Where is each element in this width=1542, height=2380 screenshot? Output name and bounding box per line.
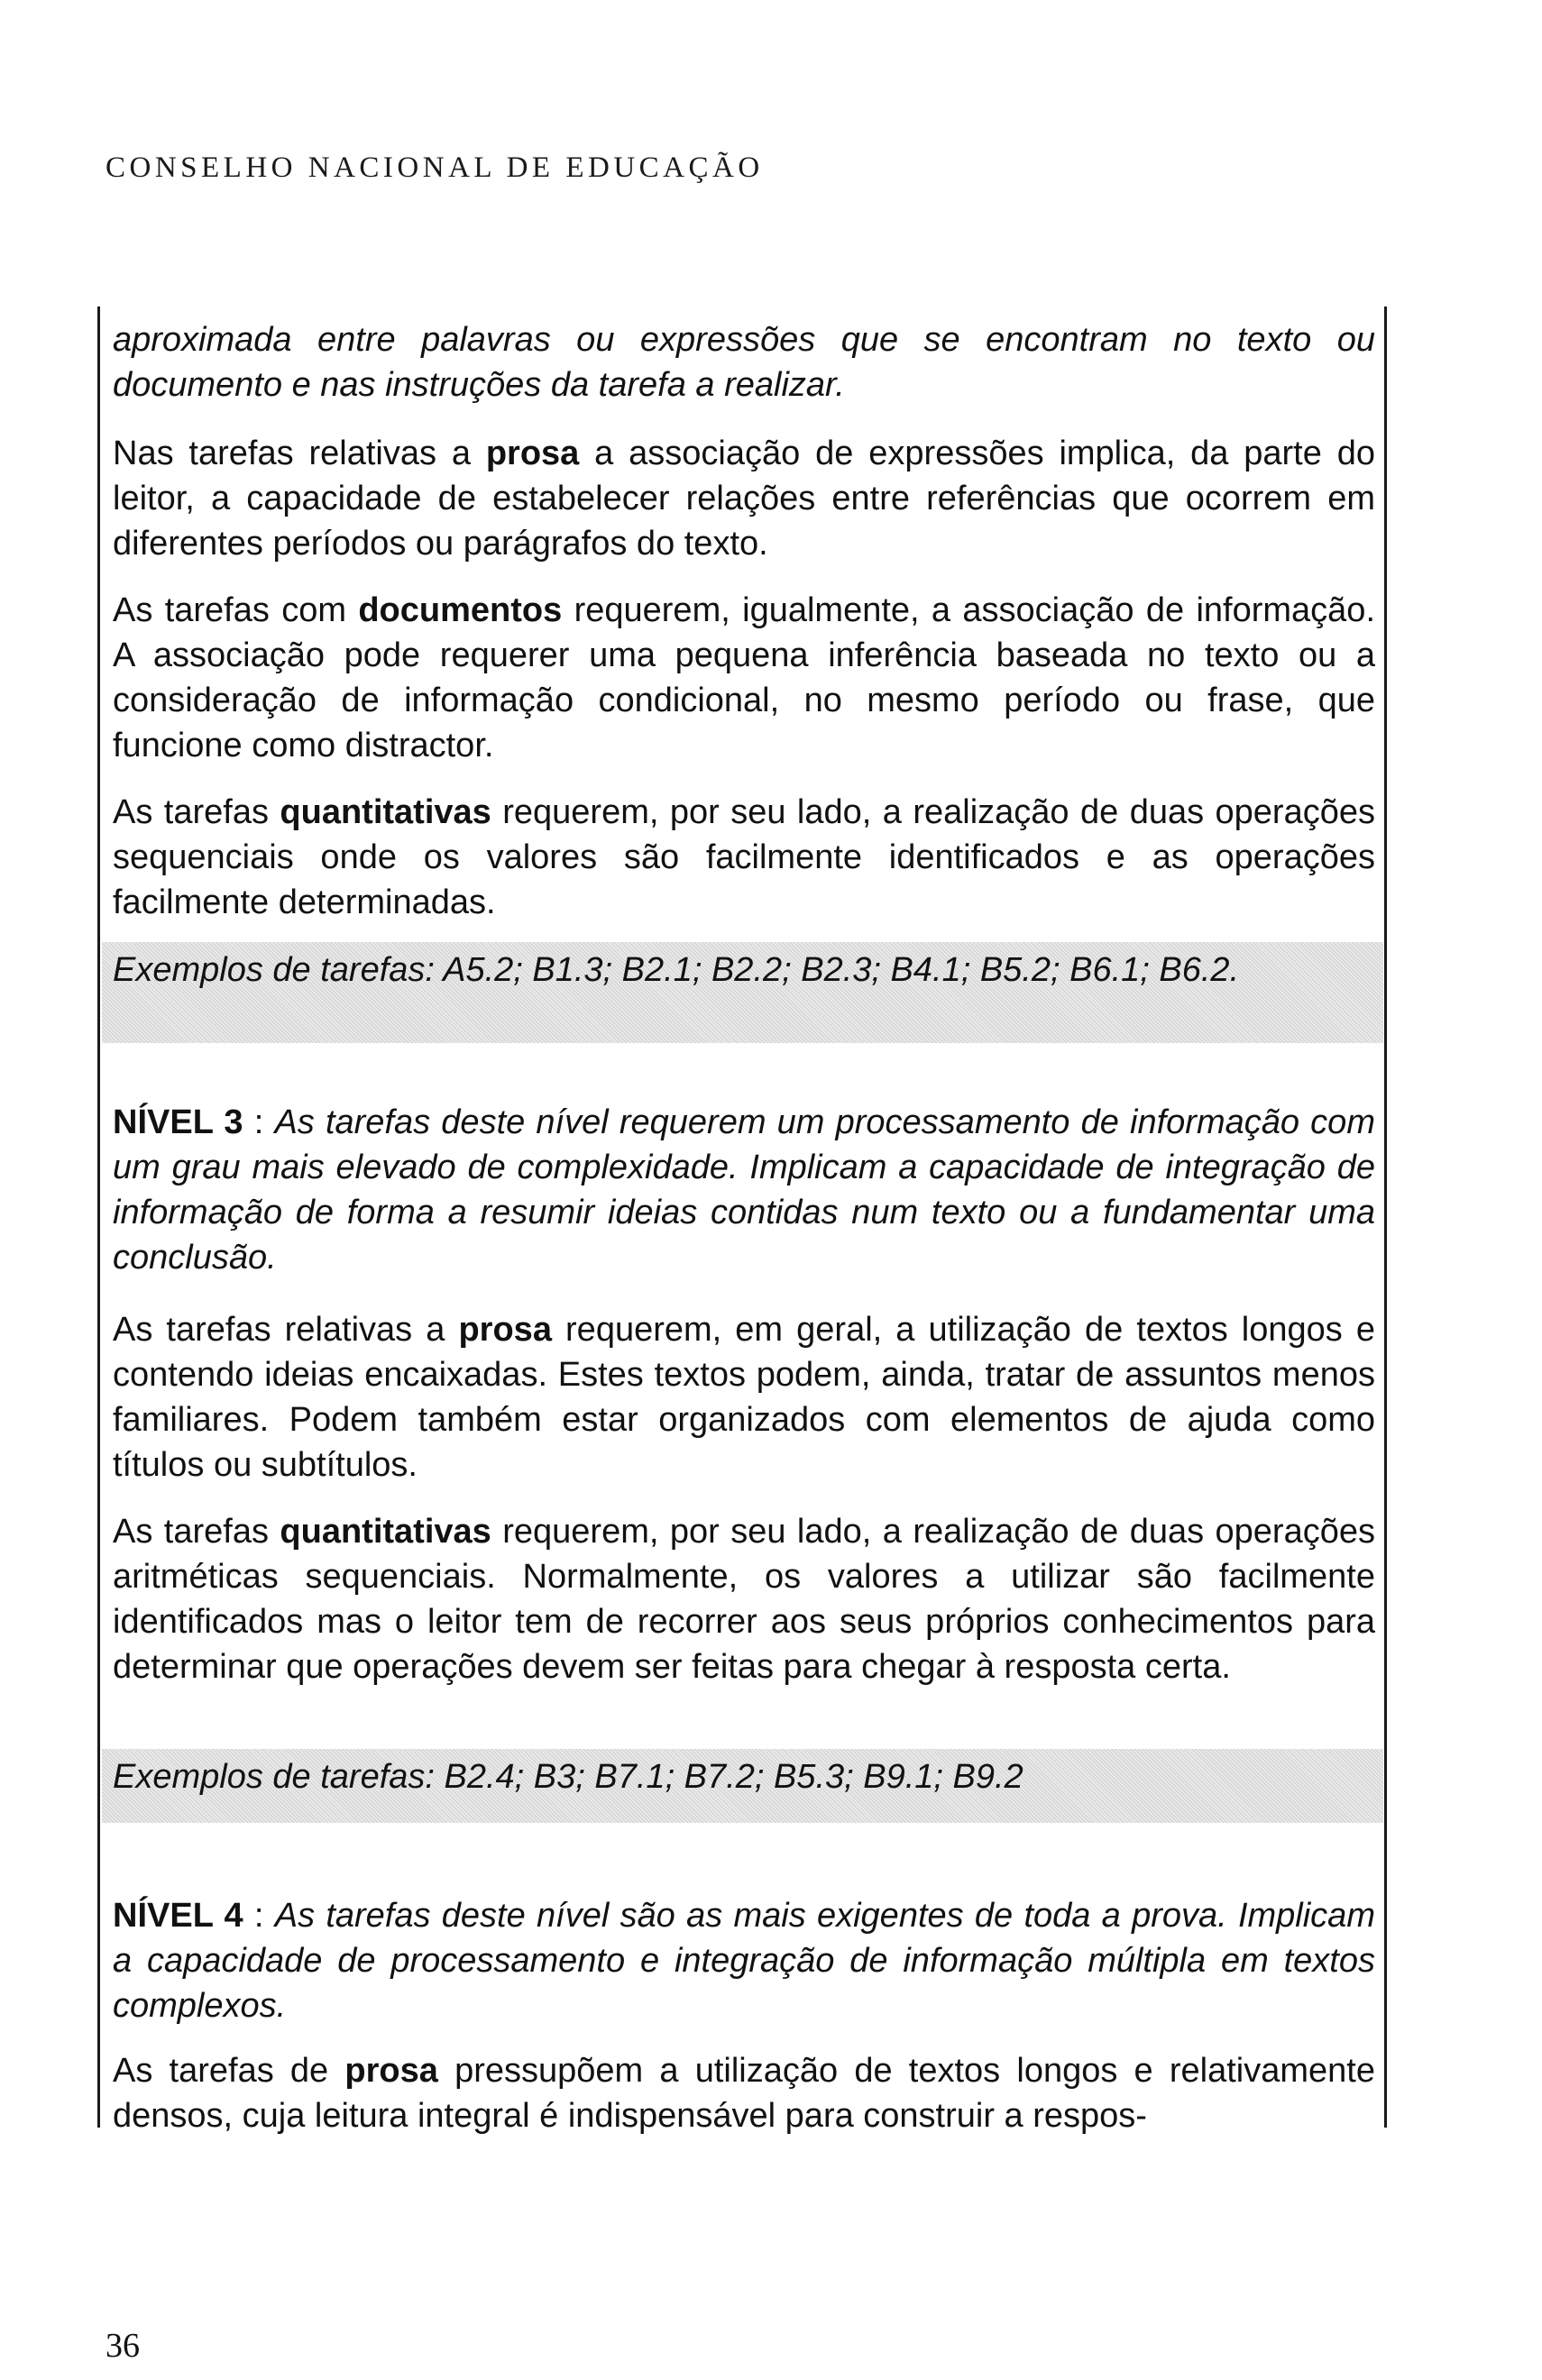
text-span: As tarefas xyxy=(113,1513,280,1551)
level-label: NÍVEL 3 xyxy=(113,1103,243,1141)
bold-term: quantitativas xyxy=(280,1513,491,1551)
text-span: requerem, por seu lado, a realização de duas operações sequenciais onde os valores são facilmente identificados e as operações facilmente determinadas. xyxy=(113,793,1375,921)
text-span: As tarefas com xyxy=(113,591,359,629)
text-span: As tarefas de xyxy=(113,2052,345,2090)
paragraph-prosa-level4 xyxy=(113,2048,1375,2138)
bold-term: quantitativas xyxy=(280,793,491,831)
level-label: NÍVEL 4 xyxy=(113,1897,243,1935)
text-span: requerem, em geral, a utilização de textos longos e contendo ideias encaixadas. Estes textos podem, ainda, tratar de assuntos menos familiares. Podem também estar organizados com elementos de ajuda como títulos ou subtítulos. xyxy=(113,1311,1375,1484)
text-span: pressupõem a utilização de textos longos e relativamente densos, cuja leitura integral é indispensável para construir a respos- xyxy=(113,2052,1375,2135)
paragraph-prosa-level3 xyxy=(113,1307,1375,1488)
level-description: As tarefas deste nível são as mais exigentes de toda a prova. Implicam a capacidade de processamento e integração de informação múltipla em textos complexos. xyxy=(113,1897,1375,2025)
paragraph-documentos-level2 xyxy=(113,588,1375,768)
text-span: As tarefas xyxy=(113,793,280,831)
text-span: Nas tarefas relativas a xyxy=(113,435,486,472)
examples-box-level3: Exemplos de tarefas: B2.4; B3; B7.1; B7.2; B5.3; B9.1; B9.2 xyxy=(102,1749,1383,1823)
bold-term: prosa xyxy=(344,2052,438,2090)
bold-term: prosa xyxy=(458,1311,552,1349)
paragraph-quantitativas-level2 xyxy=(113,790,1375,925)
paragraph-prosa-level2 xyxy=(113,431,1375,566)
text-span: requerem, igualmente, a associação de informação. A associação pode requerer uma pequena inferência baseada no texto ou a consideração de informação condicional, no mesmo período ou frase, que funcione como distractor. xyxy=(113,591,1375,764)
paragraph-quantitativas-level3 xyxy=(113,1509,1375,1689)
running-header: CONSELHO NACIONAL DE EDUCAÇÃO xyxy=(106,151,764,184)
paragraph-intro: aproximada entre palavras ou expressões que se encontram no texto ou documento e nas instruções da tarefa a realizar. xyxy=(113,321,1375,404)
paragraph-level4 xyxy=(113,1893,1375,2028)
text-box xyxy=(97,307,1387,2135)
text-span: : xyxy=(243,1897,275,1935)
examples-box-level2: Exemplos de tarefas: A5.2; B1.3; B2.1; B2.2; B2.3; B4.1; B5.2; B6.1; B6.2. xyxy=(102,942,1383,1043)
page-number: 36 xyxy=(106,2327,140,2365)
text-span: : xyxy=(243,1103,275,1141)
paragraph-level3 xyxy=(113,1100,1375,1280)
bold-term: documentos xyxy=(358,591,563,629)
level-description: As tarefas deste nível requerem um processamento de informação com um grau mais elevado de complexidade. Implicam a capacidade de integração de informação de forma a resumir ideias contidas num texto ou a fundamentar uma conclusão. xyxy=(113,1103,1375,1277)
bold-term: prosa xyxy=(485,435,580,472)
text-span: As tarefas relativas a xyxy=(113,1311,459,1349)
text-span: requerem, por seu lado, a realização de duas operações aritméticas sequenciais. Normalmente, os valores a utilizar são facilmente identificados mas o leitor tem de recorrer aos seus próprios conhecimentos para determinar que operações devem ser feitas para chegar à resposta certa. xyxy=(113,1513,1375,1686)
text-span: a associação de expressões implica, da parte do leitor, a capacidade de estabelecer relações entre referências que ocorrem em diferentes períodos ou parágrafos do texto. xyxy=(113,435,1375,563)
